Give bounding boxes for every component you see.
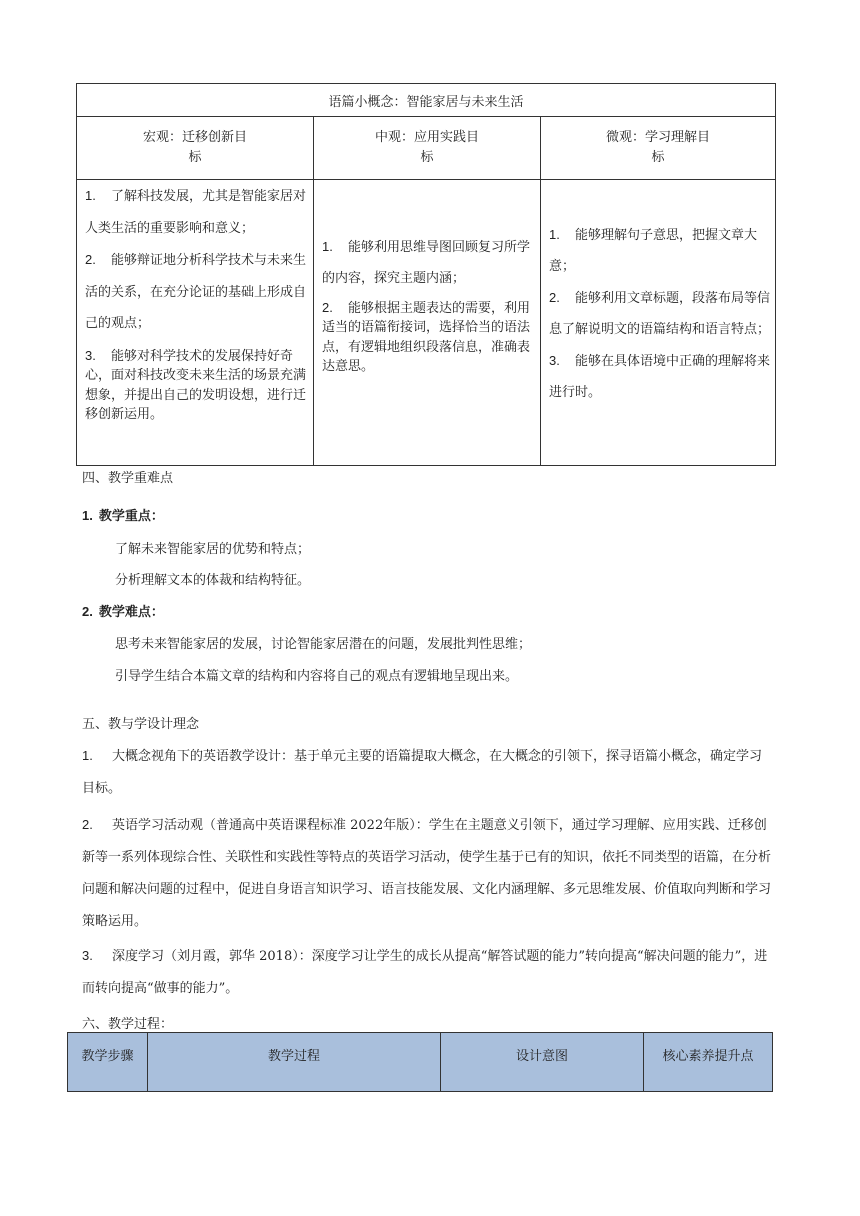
key-points-heading: 1. 教学重点： — [82, 508, 164, 524]
header-macro-line2: 标 — [188, 150, 202, 165]
design-concept-item: 2. 英语学习活动观（普通高中英语课程标准 2022年版）：学生在主题意义引领下，通过学习理解、应用实践、迁移创新等一系列体现综合性、关联性和实践性等特点的英语学习活动，使学生基于已有的知识，依托不同类型的语篇，在分析问题和解决问题的过程中，促进自身语言知识学习、语言技能发展、文化内涵理解、多元思维发展、价值取向判断和学习策略运用。 — [82, 817, 772, 929]
micro-goal-item: 3. 能够在具体语境中正确的理解将来进行时。 — [549, 353, 771, 400]
design-concept-item: 3. 深度学习（刘月霞，郭华 2018）：深度学习让学生的成长从提高“解答试题的能力”转向提高“解决问题的能力”，进而转向提高“做事的能力”。 — [82, 948, 768, 996]
difficult-points-heading: 2. 教学难点： — [82, 604, 164, 620]
meso-goal-item: 2. 能够根据主题表达的需要，利用适当的语篇衔接词，选择恰当的语法点，有逻辑地组织段落信息，准确表达意思。 — [322, 299, 531, 374]
micro-goals-cell — [541, 180, 776, 466]
header-meso — [314, 117, 541, 180]
header-micro-line2: 标 — [651, 150, 665, 165]
goal-table-title: 语篇小概念：智能家居与未来生活 — [77, 84, 776, 117]
process-header-intent: 设计意图 — [441, 1033, 644, 1092]
header-macro — [77, 117, 314, 180]
design-concept-item: 1. 大概念视角下的英语教学设计：基于单元主要的语篇提取大概念，在大概念的引领下，探寻语篇小概念，确定学习目标。 — [82, 748, 763, 796]
header-micro-line1: 微观：学习理解目 — [606, 130, 711, 145]
micro-goal-item: 1. 能够理解句子意思，把握文章大意； — [549, 227, 758, 274]
meso-goal-item: 1. 能够利用思维导图回顾复习所学的内容，探究主题内涵； — [322, 238, 531, 286]
goal-table — [76, 83, 776, 466]
micro-goal-item: 2. 能够利用文章标题，段落布局等信息了解说明文的语篇结构和语言特点； — [549, 290, 771, 337]
difficult-point-item: 思考未来智能家居的发展，讨论智能家居潜在的问题，发展批判性思维； — [115, 637, 532, 652]
difficult-point-item: 引导学生结合本篇文章的结构和内容将自己的观点有逻辑地呈现出来。 — [115, 669, 519, 684]
key-point-item: 分析理解文本的体裁和结构特征。 — [115, 573, 311, 588]
process-header-process: 教学过程 — [148, 1033, 441, 1092]
macro-goal-item: 1. 了解科技发展，尤其是智能家居对人类生活的重要影响和意义； — [85, 188, 307, 236]
key-point-item: 了解未来智能家居的优势和特点； — [115, 542, 311, 557]
section6-title: 六、教学过程： — [82, 1017, 174, 1032]
meso-goals-cell — [314, 180, 541, 466]
macro-goals-cell — [77, 180, 314, 466]
header-meso-line1: 中观：应用实践目 — [374, 130, 479, 145]
process-header-literacy: 核心素养提升点 — [644, 1033, 773, 1092]
macro-goal-item: 3. 能够对科学技术的发展保持好奇心，面对科技改变未来生活的场景充满想象，并提出自己的发明设想，进行迁移创新运用。 — [85, 347, 307, 422]
macro-goal-item: 2. 能够辩证地分析科学技术与未来生活的关系，在充分论证的基础上形成自己的观点； — [85, 252, 307, 331]
process-header-step: 教学步骤 — [68, 1033, 148, 1092]
section5-title: 五、教与学设计理念 — [82, 717, 200, 732]
header-meso-line2: 标 — [420, 150, 434, 165]
header-micro — [541, 117, 776, 180]
section4-title: 四、教学重难点 — [82, 471, 174, 486]
process-table — [67, 1032, 773, 1092]
header-macro-line1: 宏观：迁移创新目 — [142, 130, 247, 145]
